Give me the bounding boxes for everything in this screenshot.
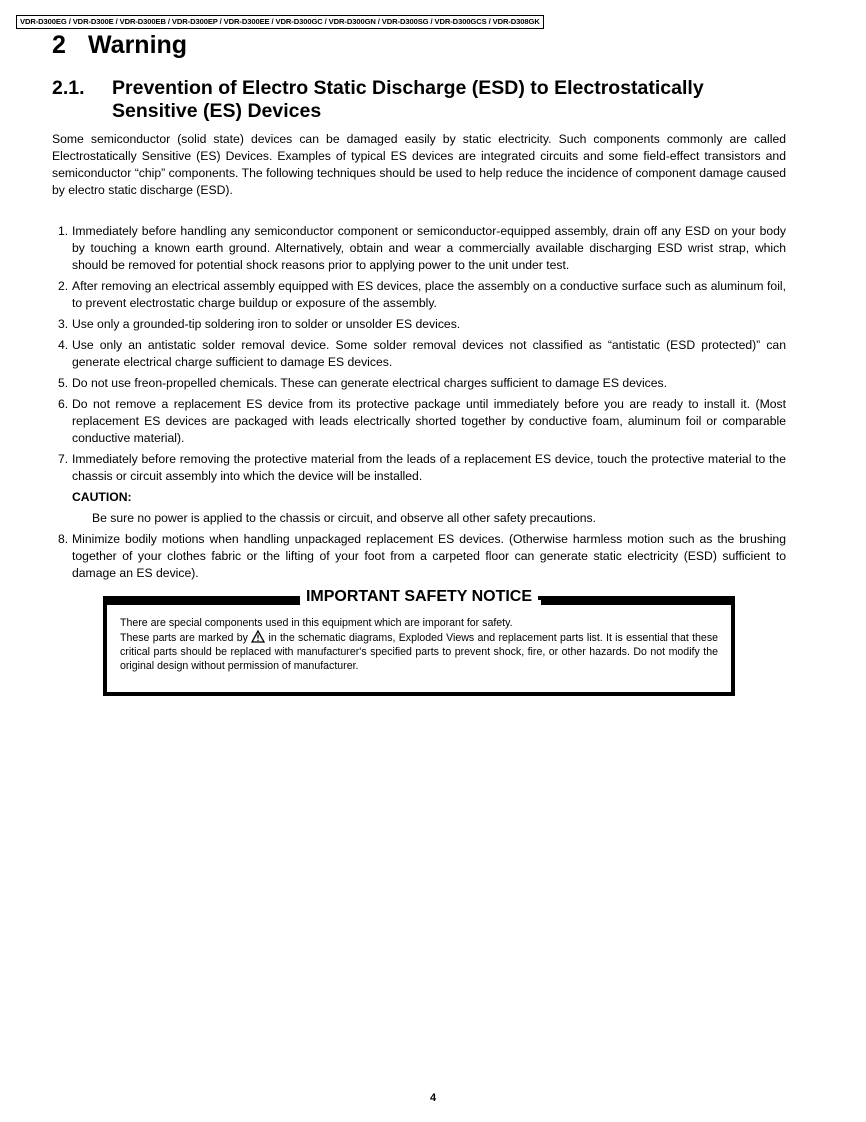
step-text: Minimize bodily motions when handling unpackaged replacement ES devices. (Otherwise harmless motion such as the brushing together of your clothes fabric or the lifting of your foot from a carpeted floor can generate static electricity (ESD) sufficient to damage an ES device). — [72, 532, 786, 580]
list-item — [52, 316, 786, 333]
caution-title: CAUTION: — [72, 490, 132, 504]
step-number: 2. — [58, 279, 69, 293]
list-item — [52, 223, 786, 274]
list-item — [52, 337, 786, 371]
step-number: 6. — [58, 397, 69, 411]
notice-line-2-after: in the schematic diagrams, Exploded Views and replacement parts list. It is essential that these critical parts should be replaced with manufacturer's specified parts to prevent shock, fire, or other hazards. Do not modify the original design without permission of manufacturer. — [120, 632, 719, 672]
section-title: Warning — [88, 31, 188, 59]
step-number: 8. — [58, 532, 69, 546]
page-number: 4 — [429, 1092, 437, 1104]
list-item — [52, 375, 786, 392]
step-number: 1. — [58, 224, 69, 238]
esd-steps-list — [52, 223, 786, 586]
step-text: Use only a grounded-tip soldering iron to solder or unsolder ES devices. — [72, 317, 461, 331]
subsection-heading — [52, 77, 772, 123]
list-item — [52, 531, 786, 582]
step-number: 4. — [58, 338, 69, 352]
step-text: Do not remove a replacement ES device from its protective package until immediately before you are ready to install it. (Most replacement ES devices are packaged with leads electrically shorted together by conductive foam, aluminum foil or comparable conductive material). — [72, 397, 786, 445]
section-number: 2 — [52, 31, 66, 59]
step-number: 7. — [58, 452, 69, 466]
notice-line-1: There are special components used in this equipment which are imporant for safety. — [120, 617, 513, 629]
step-text: Immediately before handling any semiconductor component or semiconductor-equipped assembly, drain off any ESD on your body by touching a known earth ground. Alternatively, obtain and wear a commercially available discharging ESD wrist strap, which should be removed for potential shock reasons prior to applying power to the unit under test. — [72, 224, 786, 272]
step-text: After removing an electrical assembly equipped with ES devices, place the assembly on a conductive surface such as aluminum foil, to prevent electrostatic charge buildup or exposure of the assembly. — [72, 279, 786, 310]
section-heading — [52, 31, 187, 60]
step-text: Do not use freon-propelled chemicals. These can generate electrical charges sufficient to damage ES devices. — [72, 376, 668, 390]
step-text: Use only an antistatic solder removal device. Some solder removal devices not classified as “antistatic (ESD protected)” can generate electrical charge sufficient to damage ES devices. — [72, 338, 786, 369]
notice-line-2-before: These parts are marked by — [120, 632, 248, 644]
step-text: Immediately before removing the protective material from the leads of a replacement ES device, touch the protective material to the chassis or circuit assembly into which the device will be installed. — [72, 452, 786, 483]
subsection-number: 2.1. — [52, 77, 85, 99]
list-item — [52, 451, 786, 527]
caution-text: Be sure no power is applied to the chassis or circuit, and observe all other safety precautions. — [92, 511, 597, 525]
list-item — [52, 396, 786, 447]
notice-title: IMPORTANT SAFETY NOTICE — [300, 588, 538, 606]
step-number: 5. — [58, 376, 69, 390]
subsection-title: Prevention of Electro Static Discharge (ESD) to Electrostatically Sensitive (ES) Devices — [112, 77, 704, 122]
list-item — [52, 278, 786, 312]
notice-line-2 — [120, 630, 718, 673]
notice-body — [120, 616, 718, 673]
safety-notice-box — [103, 588, 735, 696]
intro-paragraph: Some semiconductor (solid state) devices can be damaged easily by static electricity. Such components commonly are called Electrostatically Sensitive (ES) Devices. Examples of typical ES devices are integrated circuits and some field-effect transistors and semiconductor “chip” components. The following techniques should be used to help reduce the incidence of component damage caused by electro static discharge (ESD). — [52, 132, 786, 197]
step-number: 3. — [58, 317, 69, 331]
notice-title-wrap — [107, 588, 731, 606]
model-list-header: VDR-D300EG / VDR-D300E / VDR-D300EB / VDR-D300EP / VDR-D300EE / VDR-D300GC / VDR-D300GN / VDR-D300SG / VDR-D300GCS / VDR-D308GK — [16, 15, 544, 29]
warning-triangle-icon — [251, 630, 265, 643]
